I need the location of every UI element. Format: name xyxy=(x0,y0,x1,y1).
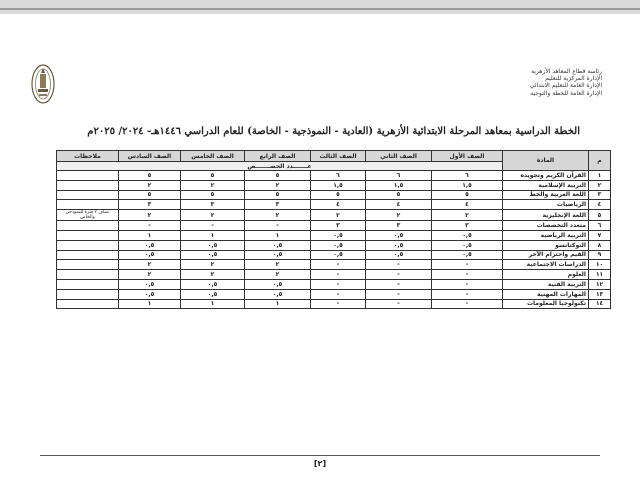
period-count: ٢ xyxy=(181,210,245,221)
row-index: ٧ xyxy=(589,230,611,240)
period-count: ٥ xyxy=(432,190,503,200)
subject-name: الدراسات الاجتماعية xyxy=(503,260,589,270)
period-count: - xyxy=(366,270,432,280)
period-count: ٢ xyxy=(119,270,181,280)
period-count: - xyxy=(181,221,245,231)
period-count: ٤ xyxy=(366,200,432,210)
header-subject: المادة xyxy=(503,151,589,171)
period-count: ٠,٥ xyxy=(432,230,503,240)
period-count: ١ xyxy=(245,299,311,309)
period-count: ٠,٥ xyxy=(119,279,181,289)
header-grade: الصف الثاني xyxy=(366,151,432,162)
header-grade: الصف الخامس xyxy=(181,151,245,162)
period-count: ٠,٥ xyxy=(181,289,245,299)
row-note xyxy=(57,260,119,270)
period-count: ٥ xyxy=(119,190,181,200)
table-row xyxy=(57,190,611,200)
period-count: ٥ xyxy=(311,190,366,200)
period-count: ١,٥ xyxy=(366,180,432,190)
period-count: ٤ xyxy=(432,200,503,210)
period-count: ٠,٥ xyxy=(119,289,181,299)
period-count: - xyxy=(119,221,181,231)
period-count: ٥ xyxy=(366,190,432,200)
period-count: ٠,٥ xyxy=(311,230,366,240)
period-count: ٢ xyxy=(245,260,311,270)
table-row xyxy=(57,221,611,231)
subject-name: متعدد التخصصات xyxy=(503,221,589,231)
row-note xyxy=(57,289,119,299)
period-count: ١,٥ xyxy=(432,180,503,190)
row-index: ١ xyxy=(589,171,611,181)
period-count: - xyxy=(366,289,432,299)
period-count: ٠,٥ xyxy=(119,250,181,260)
period-count: ٥ xyxy=(119,171,181,181)
period-count: ٢ xyxy=(181,180,245,190)
period-count: ٢ xyxy=(181,260,245,270)
row-index: ١٢ xyxy=(589,279,611,289)
period-count: ٣ xyxy=(119,200,181,210)
period-count: ٣ xyxy=(245,200,311,210)
period-count: ٢ xyxy=(119,260,181,270)
period-count: ٢ xyxy=(245,210,311,221)
page-number: [٢] xyxy=(313,459,327,468)
table-row xyxy=(57,200,611,210)
period-count: - xyxy=(366,260,432,270)
period-count: ٢ xyxy=(432,210,503,221)
row-index: ١٣ xyxy=(589,289,611,299)
period-count: ٢ xyxy=(245,180,311,190)
row-note xyxy=(57,299,119,309)
row-index: ٩ xyxy=(589,250,611,260)
table-row xyxy=(57,279,611,289)
row-note xyxy=(57,240,119,250)
period-count: - xyxy=(311,260,366,270)
header-line: رئاسة قطاع المعاهد الأزهرية xyxy=(531,68,602,75)
subject-name: اللغة العربية والخط xyxy=(503,190,589,200)
table-row xyxy=(57,210,611,221)
header-grade: الصف الثالث xyxy=(311,151,366,162)
period-count: - xyxy=(311,270,366,280)
table-row xyxy=(57,180,611,190)
subject-name: تكنولوجيا المعلومات xyxy=(503,299,589,309)
table-header-row xyxy=(57,151,611,162)
period-count: ٢ xyxy=(119,210,181,221)
row-note xyxy=(57,230,119,240)
row-index: ١٤ xyxy=(589,299,611,309)
period-count: ١ xyxy=(181,299,245,309)
period-count: ٢ xyxy=(366,210,432,221)
row-note xyxy=(57,200,119,210)
subject-name: التربية الفنية xyxy=(503,279,589,289)
period-count: ٥ xyxy=(245,190,311,200)
row-index: ٤ xyxy=(589,200,611,210)
subject-name: التوكتاتسو xyxy=(503,240,589,250)
period-count: - xyxy=(311,279,366,289)
period-count: ٣ xyxy=(311,221,366,231)
top-border-bar xyxy=(0,0,640,14)
period-count: ٠,٥ xyxy=(432,250,503,260)
header-grade: الصف الأول xyxy=(432,151,503,162)
period-count: ٠,٥ xyxy=(311,250,366,260)
period-count: - xyxy=(432,289,503,299)
subject-name: الرياضيات xyxy=(503,200,589,210)
period-count: ٣ xyxy=(181,200,245,210)
period-count: - xyxy=(432,299,503,309)
period-count: - xyxy=(366,279,432,289)
row-note xyxy=(57,221,119,231)
table-row xyxy=(57,230,611,240)
period-count: ١ xyxy=(245,230,311,240)
period-count: - xyxy=(245,221,311,231)
footer-divider xyxy=(40,455,600,456)
azhar-logo-icon xyxy=(30,62,56,106)
period-count: ٤ xyxy=(311,200,366,210)
period-count: ٣ xyxy=(366,221,432,231)
period-count: - xyxy=(311,299,366,309)
row-note xyxy=(57,190,119,200)
period-count: - xyxy=(432,270,503,280)
row-index: ١٠ xyxy=(589,260,611,270)
period-count: ٠,٥ xyxy=(366,250,432,260)
period-count: ٠,٥ xyxy=(366,230,432,240)
row-note xyxy=(57,250,119,260)
table-row xyxy=(57,250,611,260)
period-count: ٦ xyxy=(366,171,432,181)
count-label: عـــــــدد الحصـــــــص xyxy=(57,162,503,171)
period-count: ٠,٥ xyxy=(245,250,311,260)
table-row xyxy=(57,240,611,250)
header-notes: ملاحظات xyxy=(57,151,119,162)
period-count: ٠,٥ xyxy=(181,250,245,260)
period-count: ٥ xyxy=(245,171,311,181)
period-count: ١ xyxy=(119,299,181,309)
row-note xyxy=(57,180,119,190)
subject-name: القرآن الكريم وتجويده xyxy=(503,171,589,181)
table-row xyxy=(57,299,611,309)
table-row xyxy=(57,171,611,181)
period-count: ٥ xyxy=(181,171,245,181)
period-count: ٠,٥ xyxy=(181,279,245,289)
period-count: ٥ xyxy=(181,190,245,200)
row-note: تضاف ٢ فترة للنموذجي والخاص xyxy=(57,210,119,221)
period-count: ٠,٥ xyxy=(119,240,181,250)
subject-name: اللغة الإنجليزية xyxy=(503,210,589,221)
table-row xyxy=(57,289,611,299)
subject-name: القيم واحترام الآخر xyxy=(503,250,589,260)
row-note xyxy=(57,279,119,289)
period-count: - xyxy=(432,260,503,270)
period-count: ٢ xyxy=(245,270,311,280)
header-institution-block xyxy=(492,68,602,97)
row-index: ٦ xyxy=(589,221,611,231)
period-count: ١,٥ xyxy=(311,180,366,190)
period-count: - xyxy=(432,279,503,289)
period-count: ٦ xyxy=(432,171,503,181)
header-index: م xyxy=(589,151,611,171)
document-title: الخطة الدراسية بمعاهد المرحلة الابتدائية الأزهرية (العادية - النموذجية - الخاصة) للعام الدراسي ١٤٤٦هـ- ٢٠٢٤/ ٢٠٢٥م xyxy=(87,126,580,137)
period-count: ٢ xyxy=(119,180,181,190)
period-count: ٢ xyxy=(181,270,245,280)
row-note xyxy=(57,171,119,181)
header-grade: الصف الرابع xyxy=(245,151,311,162)
period-count: ١ xyxy=(119,230,181,240)
study-plan-table-container xyxy=(56,150,610,309)
row-index: ٢ xyxy=(589,180,611,190)
period-count: - xyxy=(311,289,366,299)
subject-name: المهارات المهنية xyxy=(503,289,589,299)
period-count: - xyxy=(366,299,432,309)
row-index: ٥ xyxy=(589,210,611,221)
period-count: ٠,٥ xyxy=(311,240,366,250)
period-count: ٠,٥ xyxy=(366,240,432,250)
period-count: ٠,٥ xyxy=(245,240,311,250)
subject-name: التربية الرياضية xyxy=(503,230,589,240)
period-count: ٠,٥ xyxy=(245,279,311,289)
row-note xyxy=(57,270,119,280)
table-row xyxy=(57,270,611,280)
study-plan-table xyxy=(56,150,611,309)
header-line: الإدارة العامة للخطة والتوجيه xyxy=(530,89,602,97)
period-count: ٠,٥ xyxy=(432,240,503,250)
row-index: ١١ xyxy=(589,270,611,280)
period-count: ٣ xyxy=(432,221,503,231)
period-count: ١ xyxy=(181,230,245,240)
subject-name: العلوم xyxy=(503,270,589,280)
row-index: ٣ xyxy=(589,190,611,200)
period-count: ٢ xyxy=(311,210,366,221)
header-grade: الصف السادس xyxy=(119,151,181,162)
period-count: ٠,٥ xyxy=(181,240,245,250)
table-row xyxy=(57,260,611,270)
period-count: ٠,٥ xyxy=(245,289,311,299)
subject-name: التربية الإسلامية xyxy=(503,180,589,190)
header-line: الإدارة المركزية للتعليم xyxy=(545,75,602,83)
row-index: ٨ xyxy=(589,240,611,250)
period-count: ٦ xyxy=(311,171,366,181)
header-line: الإدارة العامة للتعليم الابتدائي xyxy=(529,82,602,90)
